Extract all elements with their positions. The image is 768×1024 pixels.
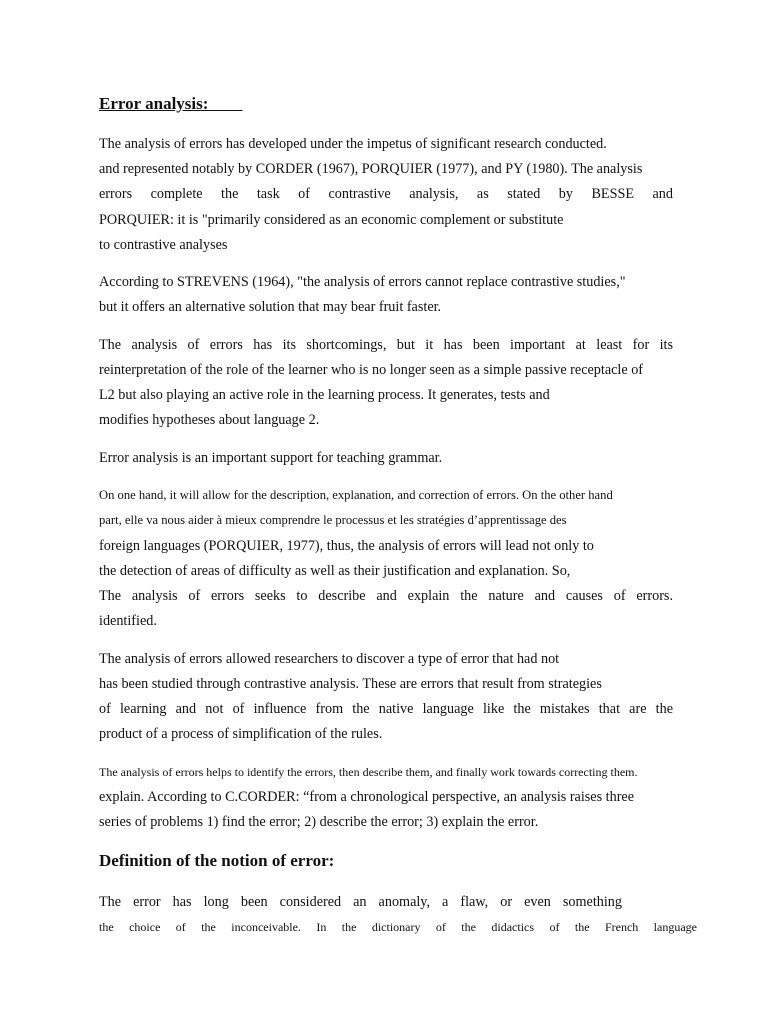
paragraph-line: and represented notably by CORDER (1967), PORQUIER (1977), and PY (1980). The analysis [99,161,643,177]
paragraph-line: reinterpretation of the role of the learner who is no longer seen as a simple passive receptacle of [99,362,644,378]
paragraph-line: the detection of areas of difficulty as well as their justification and explanation. So, [99,563,571,579]
paragraph-line: foreign languages (PORQUIER, 1977), thus, the analysis of errors will lead not only to [99,538,594,554]
paragraph-line: L2 but also playing an active role in the learning process. It generates, tests and [99,387,550,403]
paragraph-line: PORQUIER: it is "primarily considered as an economic complement or substitute [99,212,564,228]
heading-error-analysis-text: Error analysis: [99,94,209,113]
paragraph-line: explain. According to C.CORDER: “from a chronological perspective, an analysis raises three [99,789,635,805]
heading-definition-of-error: Definition of the notion of error: [99,851,335,870]
paragraph-line: identified. [99,613,157,629]
paragraph-line: modifies hypotheses about language 2. [99,412,320,428]
paragraph-line: of learning and not of influence from the native language like the mistakes that are the [99,701,673,717]
paragraph-line: Error analysis is an important support for teaching grammar. [99,450,443,466]
paragraph-line: According to STREVENS (1964), "the analysis of errors cannot replace contrastive studies," [99,274,626,290]
heading-underline-trail [208,94,242,113]
paragraph-line: to contrastive analyses [99,237,228,253]
heading-error-analysis [99,94,242,114]
paragraph-line: product of a process of simplification of the rules. [99,726,383,742]
paragraph-line: The analysis of errors has developed under the impetus of significant research conducted. [99,136,607,152]
paragraph-line: The analysis of errors helps to identify the errors, then describe them, and finally work towards correcting them. [99,765,638,779]
paragraph-line: has been studied through contrastive analysis. These are errors that result from strategies [99,676,602,692]
paragraph-line: The analysis of errors seeks to describe and explain the nature and causes of errors. [99,588,673,604]
paragraph-line: The error has long been considered an anomaly, a flaw, or even something [99,894,622,910]
paragraph-line: part, elle va nous aider à mieux comprendre le processus et les stratégies d’apprentissage des [99,513,567,527]
paragraph-line: the choice of the inconceivable. In the dictionary of the didactics of the French language [99,920,697,934]
paragraph-line: On one hand, it will allow for the description, explanation, and correction of errors. On the other hand [99,488,613,502]
paragraph-line: The analysis of errors allowed researchers to discover a type of error that had not [99,651,560,667]
paragraph-line: errors complete the task of contrastive analysis, as stated by BESSE and [99,186,673,202]
paragraph-line: series of problems 1) find the error; 2) describe the error; 3) explain the error. [99,814,539,830]
paragraph-line: but it offers an alternative solution that may bear fruit faster. [99,299,442,315]
paragraph-line: The analysis of errors has its shortcomings, but it has been important at least for its [99,337,673,353]
